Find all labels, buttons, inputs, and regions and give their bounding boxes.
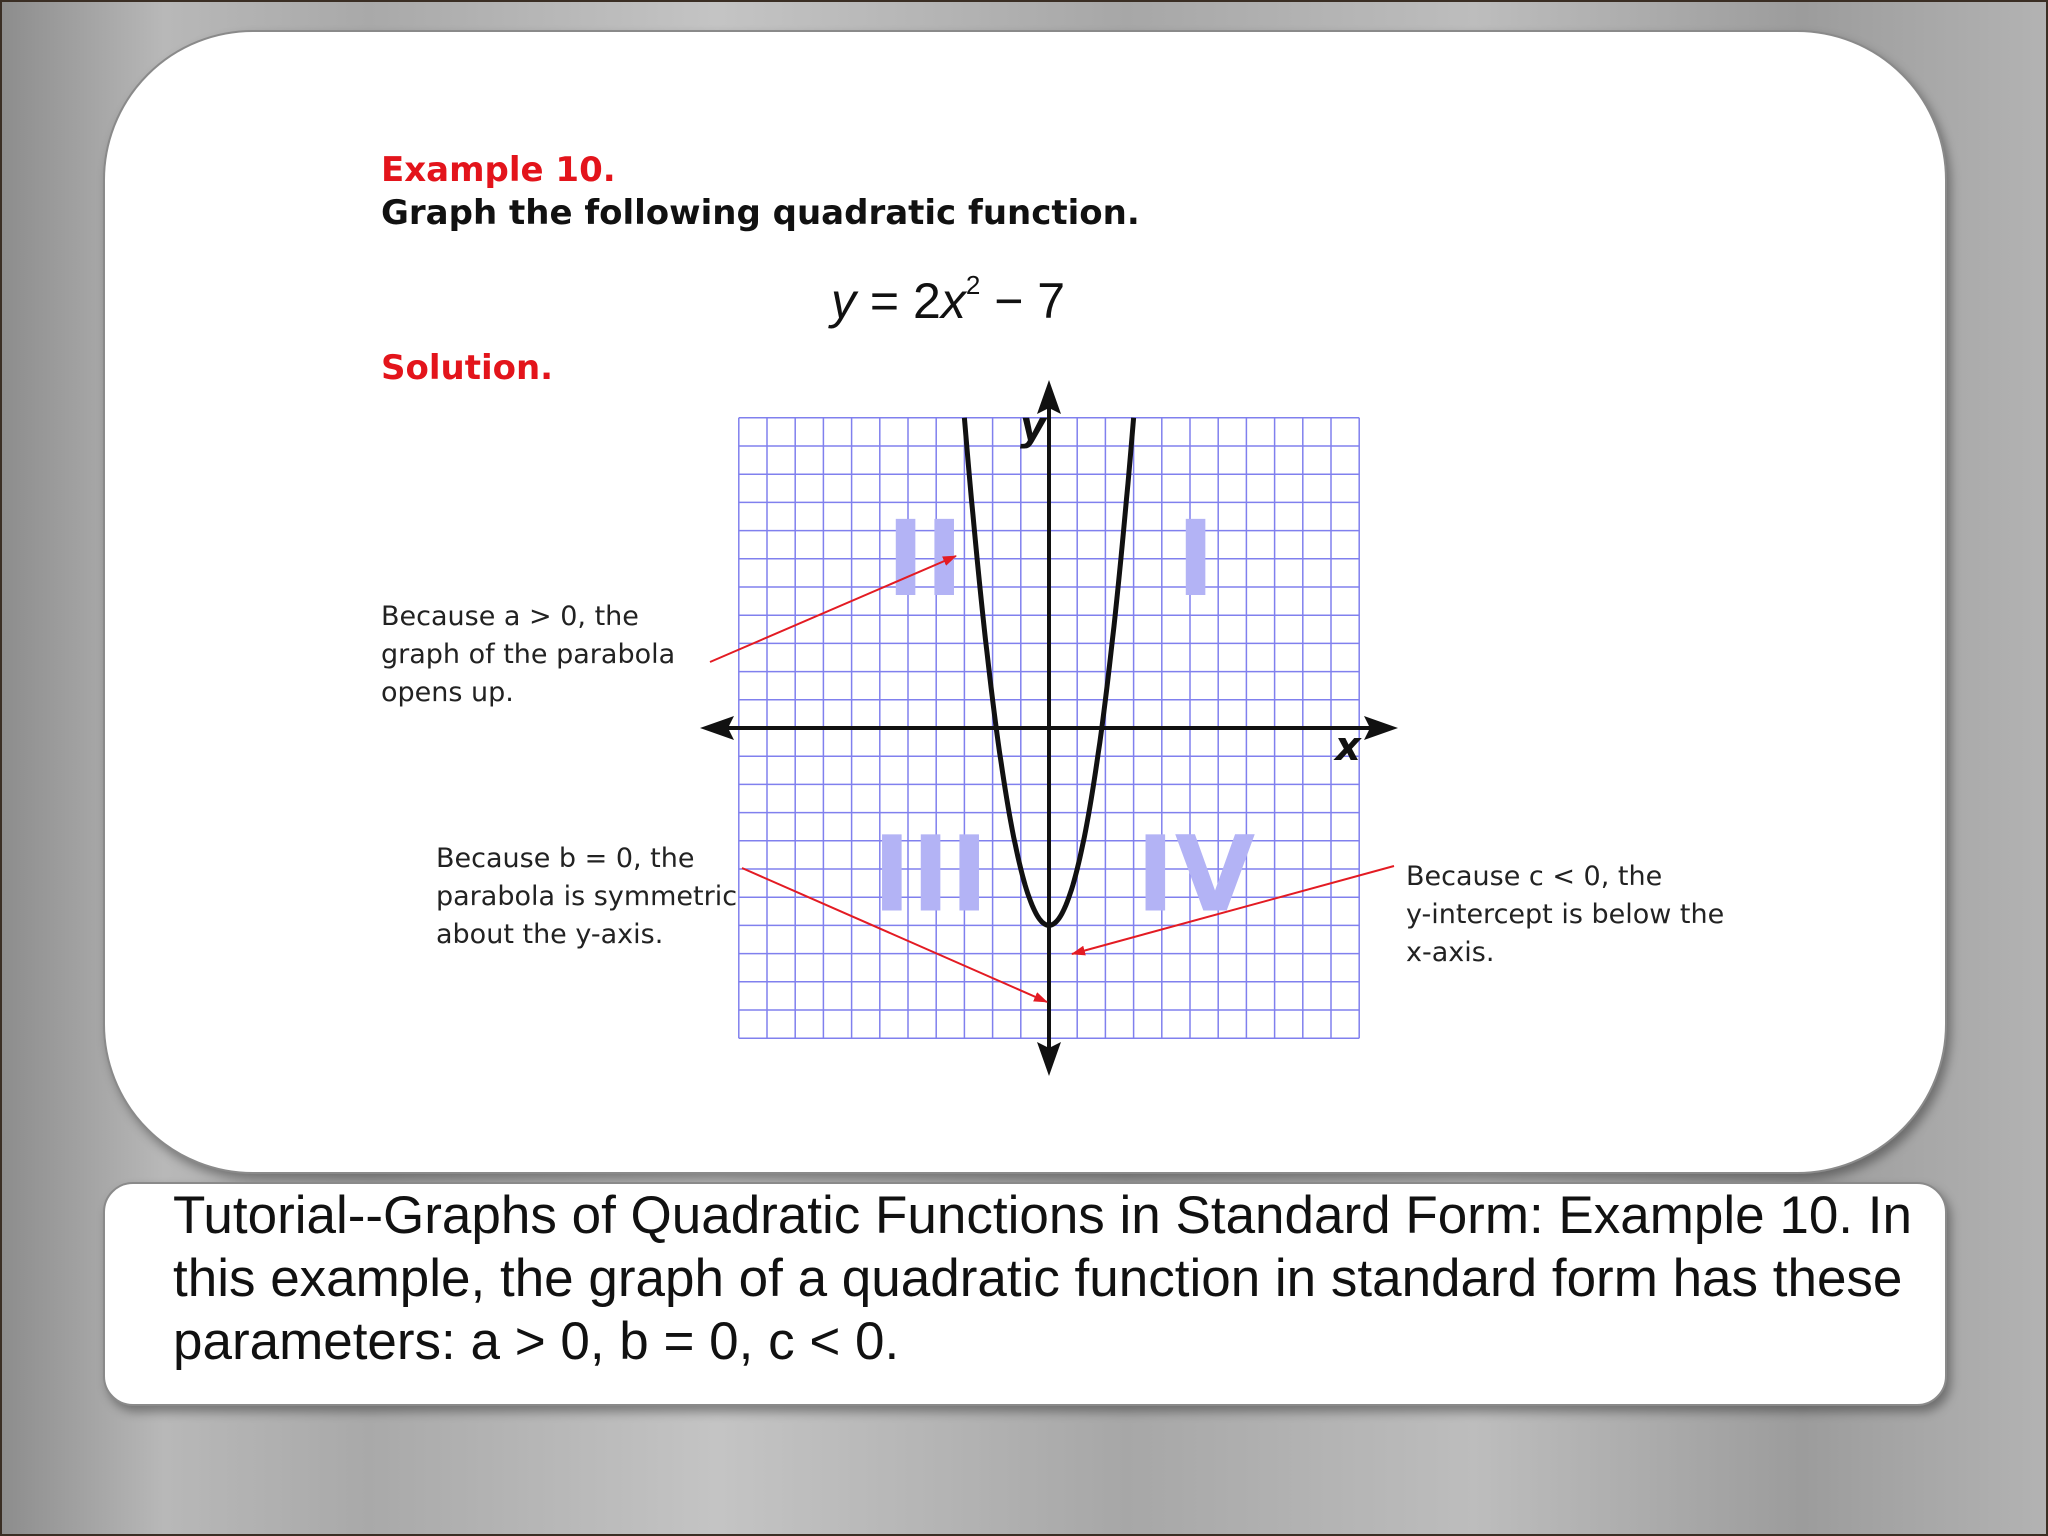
quadrant-labels (873, 498, 1256, 936)
equation-var: x (940, 273, 966, 329)
equation-equals: = (869, 273, 900, 329)
caption-text: Tutorial--Graphs of Quadratic Functions in Standard Form: Example 10. In this example, the graph of a quadratic function in standard form has these parameters: a > 0, b = 0, c < 0. (173, 1186, 1912, 1371)
instruction-text: Graph the following quadratic function. (381, 193, 1140, 233)
quadrant-label-i: I (1176, 497, 1215, 620)
annotation-a (381, 598, 675, 712)
annotation-c-line: Because c < 0, the (1406, 861, 1663, 892)
annotation-c (1406, 858, 1724, 972)
caption-box (103, 1182, 1947, 1406)
equation-rest: − 7 (994, 273, 1066, 329)
annotation-b-line: Because b = 0, the (436, 843, 695, 874)
annotation-c-line: x-axis. (1406, 937, 1495, 968)
annotation-a-line: opens up. (381, 677, 514, 708)
annotation-a-line: graph of the parabola (381, 639, 676, 670)
quadrant-label-iii: III (872, 813, 989, 936)
axes (700, 380, 1398, 1076)
equation-coef: 2 (913, 273, 941, 329)
x-axis-label: x (1335, 724, 1361, 770)
quadrant-label-iv: IV (1136, 813, 1256, 936)
example-label: Example 10. (381, 150, 616, 190)
equation-lhs: y (831, 273, 856, 329)
quadrant-label-ii: II (886, 497, 964, 620)
annotation-b-line: parabola is symmetric (436, 881, 738, 912)
equation-exponent: 2 (965, 270, 981, 301)
y-axis-label: y (1020, 404, 1047, 450)
slide-card (103, 30, 1947, 1174)
annotation-a-line: Because a > 0, the (381, 601, 639, 632)
solution-label: Solution. (381, 348, 554, 388)
annotation-b (436, 840, 737, 954)
annotation-arrows (710, 556, 1394, 1002)
annotation-b-line: about the y-axis. (436, 919, 664, 950)
annotation-c-line: y-intercept is below the (1406, 899, 1725, 930)
